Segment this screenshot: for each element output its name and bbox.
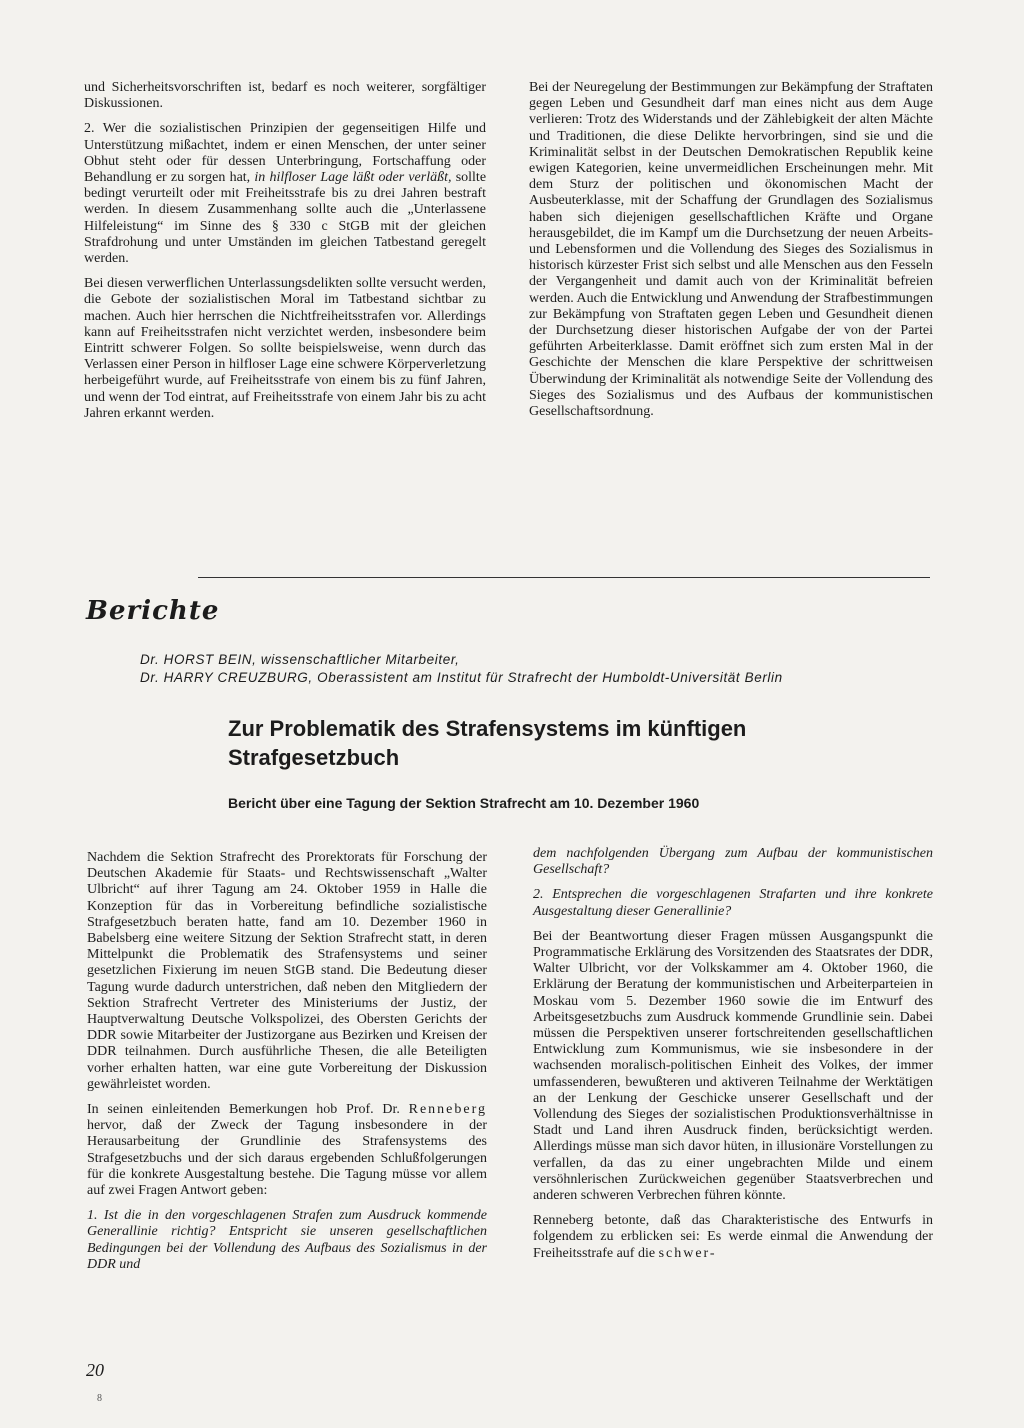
column-bottom-left — [87, 850, 487, 1282]
paragraph-text: sollte bedingt verurteilt oder mit Freiheitsstrafe bis zu drei Jahren bestraft werden. In diesem Zusammenhang sollte auch die „Unterlassene Hilfeleistung“ im Sinne des § 330 c StGB mit der gleichen Strafdrohung und unter Umständen im gleichen Tatbestand geregelt werden. — [84, 170, 487, 267]
paragraph — [533, 1213, 933, 1262]
author-line: Dr. HORST BEIN, wissenschaftlicher Mitarbeiter, — [140, 652, 460, 667]
column-top-right — [529, 80, 933, 429]
paragraph-text: Bei der Neuregelung der Bestimmungen zur Bekämpfung der Straftaten gegen Leben und Gesundheit darf man eines nicht aus dem Auge verlieren: Trotz des Widerstands und der Zählebigkeit der alten Mächte und Traditionen, die diese Delikte hervorbringen, sind sie und die Kriminalität selbst in der Deutschen Demokratischen Republik keine ewigen Kategorien, keine unvermeidlichen Erscheinungen mehr. Mit dem Sturz der politischen und ökonomischen Macht der Ausbeuterklasse, mit der Schaffung der Grundlagen des Sozialismus haben sich diejenigen gesellschaftlichen Kräfte und Organe herausgebildet, die im Kampf um die Durchsetzung der neuen Arbeits- und Lebensformen und die Vollendung des Sieges des Sozialismus in historisch kürzester Frist sich selbst und alle Menschen aus den Fesseln der Vergangenheit und damit auch von der Kriminalität befreien werden. Auch die Entwicklung und Anwendung der Strafbestimmungen zur Bekämpfung von Straftaten gegen Leben und Gesundheit dienen der Durchsetzung dieser historischen Aufgabe der von der Partei geführten Arbeiterklasse. Damit eröffnet sich zum ersten Mal in der Geschichte der Menschen die klare Perspektive der schrittweisen Überwindung der Kriminalität als notwendige Seite der Vollendung des Sieges des Sozialismus und des Aufbaus der kommunistischen Gesellschaftsordnung. — [529, 80, 933, 420]
article-title: Zur Problematik des Strafensystems im künftigen Strafgesetzbuch — [228, 716, 747, 770]
paragraph-text: Nachdem die Sektion Strafrecht des Prorektorats für Forschung der Deutschen Akademie für Staats- und Rechtswissenschaft „Walter Ulbricht“ auf ihrer Tagung am 24. Oktober 1959 in Halle die Konzeption für das in Vorbereitung befindliche sozialistische Strafgesetzbuch beraten hatte, fand am 10. Dezember 1960 in Babelsberg eine weitere Sitzung der Sektion Strafrecht statt, in deren Mittelpunkt die Problematik des Strafensystems und seiner gesetzlichen Fixierung im neuen StGB stand. Die Bedeutung dieser Tagung wurde dadurch unterstrichen, daß neben den Mitgliedern der Sektion Strafrecht Vertreter des Ministeriums der Justiz, der Hauptverwaltung Deutsche Volkspolizei, des Obersten Gerichts der DDR sowie Mitarbeiter der Justizorgane aus Bezirken und Kreisen der DDR teilnahmen. Durch ausführliche Thesen, die alle Beteiligten vorher erhalten hatten, war eine gute Vorbereitung der Diskussion gewährleistet worden. — [87, 850, 487, 1092]
paragraph — [87, 850, 487, 1093]
question-1-continued — [533, 846, 933, 878]
paragraph-text: 2. Wer die sozialistischen Prinzipien der gegenseitigen Hilfe und Unterstützung mißachtet, indem er einen Menschen, der unter seiner Obhut steht oder für dessen Unterbringung, Fortschaffung oder Behandlung er zu sorgen hat, — [84, 121, 486, 186]
column-bottom-right — [533, 846, 933, 1271]
paragraph — [87, 1102, 487, 1199]
author-line: Dr. HARRY CREUZBURG, Oberassistent am Institut für Strafrecht der Humboldt-Universität Berlin — [140, 670, 783, 685]
section-heading: Berichte — [86, 596, 220, 626]
paragraph-text: und Sicherheitsvorschriften ist, bedarf es noch weiterer, sorgfältiger Diskussionen. — [84, 80, 486, 112]
column-top-left — [84, 80, 486, 431]
paragraph-text: In seinen einleitenden Bemerkungen hob Prof. Dr. — [87, 1102, 400, 1118]
paragraph-text: Bei der Beantwortung dieser Fragen müssen Ausgangspunkt die Programmatische Erklärung des Vorsitzenden des Staatsrates der DDR, Walter Ulbricht, vor der Volkskammer am 4. Oktober 1960, die Erklärung der Beratung der kommunistischen und Arbeiterparteien in Moskau vom 5. Dezember 1960 sowie die im Entwurf des Arbeitsgesetzbuchs zum Ausdruck kommende Grundlinie sein. Dabei müssen die Perspektiven unserer fortschreitenden gesellschaftlichen Entwicklung zum Kommunismus, wie sie insbesondere in der wachsenden moralisch-politischen Einheit des Volkes, der immer umfassenderen, bewußteren und aktiveren Teilnahme der Werktätigen an der Lenkung der Geschicke unserer Gesellschaft und der Vollendung des Sieges der sozialistischen Produktionsverhältnisse in Stadt und Land ihren Ausdruck finden, berücksichtigt werden. Allerdings müsse man sich davor hüten, in illusionäre Vorstellungen zu verfallen, da das zu einer ungebrachten Milde und einem versöhnlerischen Zurückweichen gegenüber Staatsverbrechen und anderen schweren Verbrechen führen könnte. — [533, 928, 933, 1204]
paragraph-text: Bei diesen verwerflichen Unterlassungsdelikten sollte versucht werden, die Gebote der sozialistischen Moral im Tatbestand sichtbar zu machen. Auch hier herrschen die Nichtfreiheitsstrafen vor. Allerdings kann auf Freiheitsstrafen nicht verzichtet werden, insbesondere beim Eintritt schwerer Folgen. So sollte beispielsweise, wenn durch das Verlassen einer Person in hilfloser Lage eine schwere Körperverletzung herbeigeführt wurde, auf Freiheitsstrafe von einem bis zu fünf Jahren, und wenn der Tod eintrat, auf Freiheitsstrafe von einem Jahr bis zu acht Jahren erkannt werden. — [84, 276, 486, 421]
paragraph — [84, 276, 486, 422]
article-subtitle: Bericht über eine Tagung der Sektion Strafrecht am 10. Dezember 1960 — [228, 795, 700, 811]
paragraph — [533, 929, 933, 1204]
question-text: 1. Ist die in den vorgeschlagenen Strafen zum Ausdruck kommende Generallinie richtig? Entspricht sie unseren gesellschaftlichen Bedingungen bei der Vollendung des Aufbaus des Sozialismus in der DDR und — [87, 1208, 487, 1272]
question-text: dem nachfolgenden Übergang zum Aufbau der kommunistischen Gesellschaft? — [533, 846, 933, 878]
question-2 — [533, 887, 933, 919]
paragraph-text: Renneberg betonte, daß das Charakteristische des Entwurfs in folgendem zu erblicken sei: Es werde einmal die Anwendung der Freiheitsstrafe auf die — [533, 1213, 933, 1261]
emphasis-text: in hilfloser Lage läßt oder verläßt, — [254, 170, 452, 186]
section-divider — [198, 577, 930, 578]
page-number: 20 — [86, 1360, 104, 1380]
paragraph-text: hervor, daß der Zweck der Tagung insbesondere in der Herausarbeitung der Grundlinie des Strafensystems des Strafgesetzbuchs und der sich daraus ergebenden Schlußfolgerungen für die konkrete Ausgestaltung bestehe. Die Tagung müsse vor allem auf zwei Fragen Antwort geben: — [87, 1118, 487, 1199]
paragraph — [84, 80, 486, 112]
spaced-text: schwer- — [658, 1245, 717, 1261]
question-1 — [87, 1208, 487, 1273]
authors — [140, 651, 783, 687]
spaced-name: Renneberg — [408, 1102, 488, 1118]
paragraph — [84, 121, 486, 267]
paragraph — [529, 80, 933, 420]
page-mark: 8 — [97, 1393, 102, 1404]
question-text: 2. Entsprechen die vorgeschlagenen Strafarten und ihre konkrete Ausgestaltung dieser Generallinie? — [533, 887, 933, 919]
